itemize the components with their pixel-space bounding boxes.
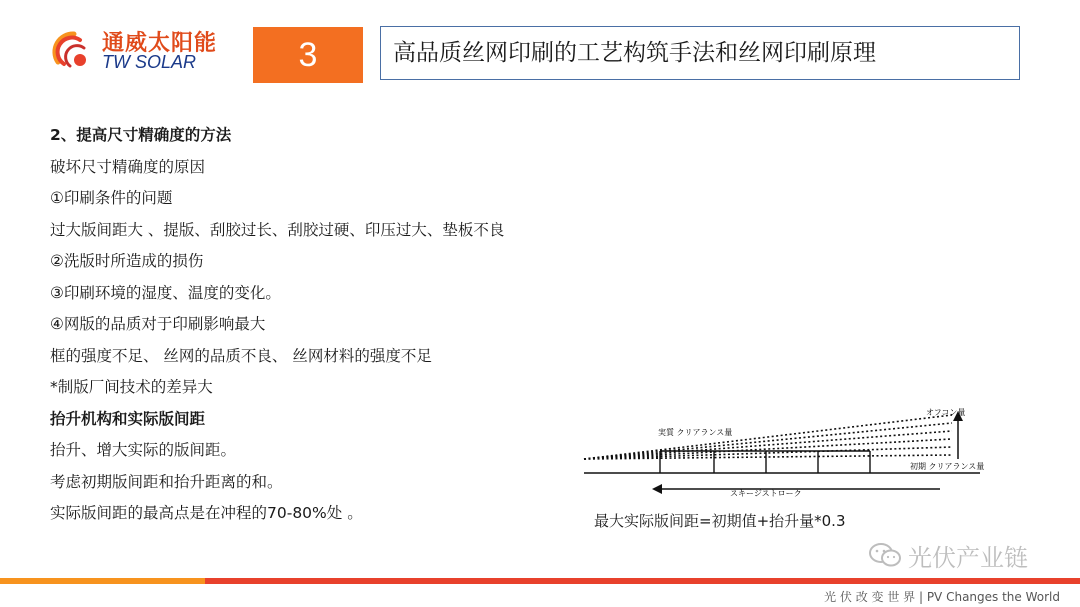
company-logo <box>50 22 240 78</box>
brand-name-en: TW SOLAR <box>102 52 197 72</box>
content-line: 框的强度不足、 丝网的品质不良、 丝网材料的强度不足 <box>50 346 432 365</box>
content-line: 破坏尺寸精确度的原因 <box>50 157 206 176</box>
content-line: ②洗版时所造成的损伤 <box>50 252 204 270</box>
wechat-icon <box>868 541 902 569</box>
content-line: ①印刷条件的问题 <box>50 189 173 207</box>
content-line: 抬升、增大实际的版间距。 <box>50 441 237 459</box>
content-line: 过大版间距大 、提版、刮胶过长、刮胶过硬、印压过大、垫板不良 <box>50 220 505 239</box>
content-line: 实际版间距的最高点是在冲程的70-80%处 。 <box>50 504 363 522</box>
footer-bar-orange <box>0 578 205 584</box>
clearance-lines <box>584 415 952 459</box>
content-line: 抬升机构和实际版间距 <box>50 409 206 428</box>
page-title: 高品质丝网印刷的工艺构筑手法和丝网印刷原理 <box>380 26 1020 80</box>
content-line: 2、提高尺寸精确度的方法 <box>50 126 232 144</box>
section-number: 3 <box>253 27 363 83</box>
clearance-diagram <box>580 403 1020 503</box>
content-line: ③印刷环境的湿度、温度的变化。 <box>50 283 281 302</box>
label-stroke: スキージストローク <box>730 489 802 498</box>
brand-name-cn: 通威太阳能 <box>102 31 218 56</box>
content-line: ④网版的品质对于印刷影响最大 <box>50 315 266 333</box>
content-body <box>50 120 610 530</box>
watermark-text: 光伏产业链 <box>908 543 1028 572</box>
footer-slogan: 光 伏 改 变 世 界 | PV Changes the World <box>824 590 1060 604</box>
sun-logo-icon <box>50 24 98 72</box>
content-line: 考虑初期版间距和抬升距离的和。 <box>50 472 283 491</box>
watermark <box>868 538 1028 572</box>
content-line: *制版厂间技术的差异大 <box>50 378 213 396</box>
formula-text: 最大实际版间距=初期值+抬升量*0.3 <box>594 512 846 530</box>
label-initial: 初期 クリアランス量 <box>910 462 985 471</box>
label-offcon: オフコン量 <box>926 408 966 417</box>
label-actual: 実質 クリアランス量 <box>658 428 733 437</box>
